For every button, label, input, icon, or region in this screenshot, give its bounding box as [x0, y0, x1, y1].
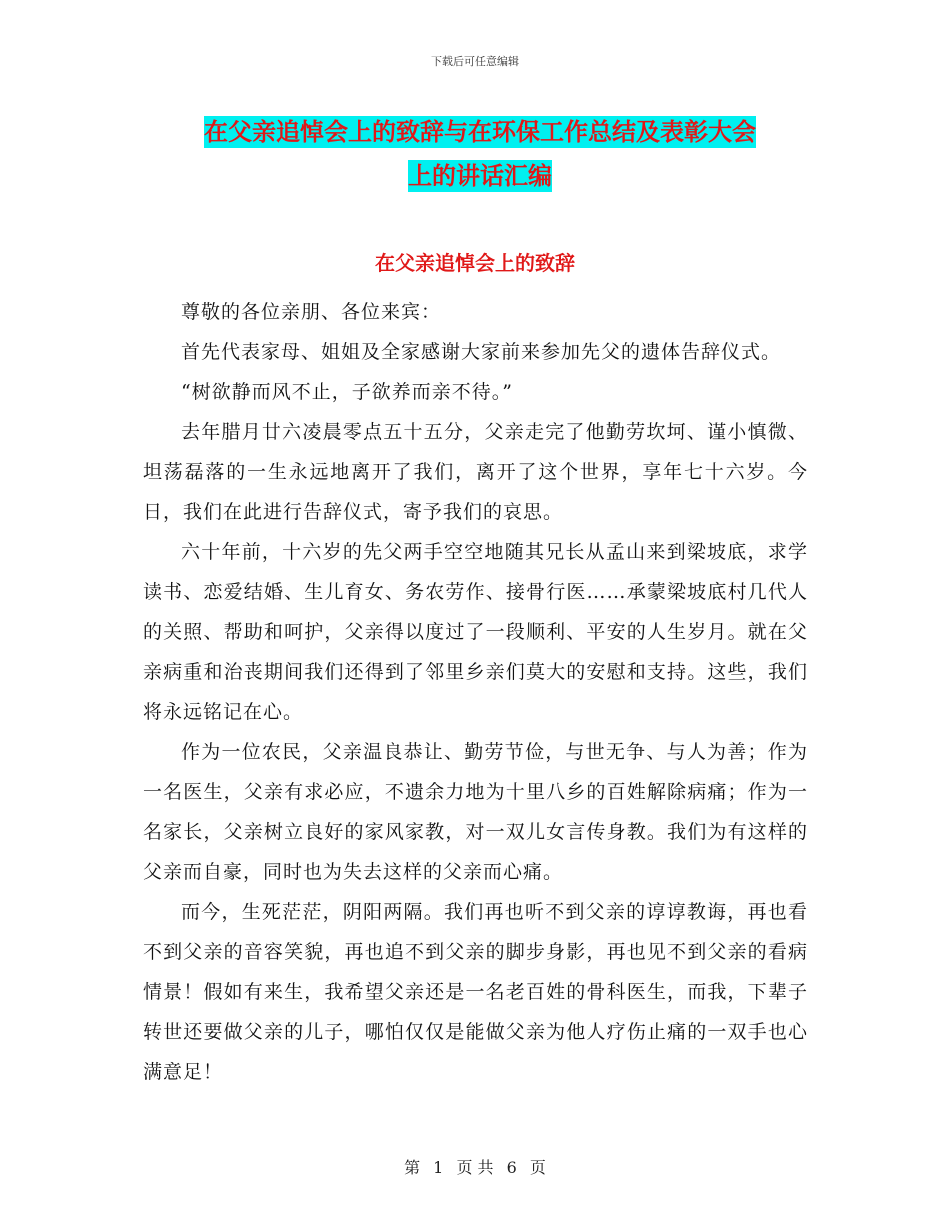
document-title-line-1: 在父亲追悼会上的致辞与在环保工作总结及表彰大会: [204, 118, 756, 146]
paragraph: 而今，生死茫茫，阴阳两隔。我们再也听不到父亲的谆谆教诲，再也看不到父亲的音容笑貌，再也追不到父亲的脚步身影，再也见不到父亲的看病情景！假如有来生，我希望父亲还是一名老百姓的骨科医生，而我，下辈子转世还要做父亲的儿子，哪怕仅仅是能做父亲为他人疗伤止痛的一双手也心满意足！: [143, 901, 808, 1083]
paragraph: 去年腊月廿六凌晨零点五十五分，父亲走完了他勤劳坎坷、谨小慎微、坦荡磊落的一生永远地离开了我们，离开了这个世界，享年七十六岁。今日，我们在此进行告辞仪式，寄予我们的哀思。: [143, 421, 808, 523]
section-title: 在父亲追悼会上的致辞: [375, 251, 575, 275]
footer-label-page: 第: [404, 1158, 421, 1177]
page-footer: [0, 1155, 950, 1178]
footer-label-end: 页: [529, 1158, 546, 1177]
paragraph: 首先代表家母、姐姐及全家感谢大家前来参加先父的遗体告辞仪式。: [181, 341, 782, 363]
total-pages-number: 6: [506, 1158, 517, 1177]
paragraph: 六十年前，十六岁的先父两手空空地随其兄长从孟山来到梁坡底，求学读书、恋爱结婚、生儿育女、务农劳作、接骨行医……承蒙梁坡底村几代人的关照、帮助和呵护，父亲得以度过了一段顺利、平安的人生岁月。就在父亲病重和治丧期间我们还得到了邻里乡亲们莫大的安慰和支持。这些，我们将永远铭记在心。: [143, 541, 808, 723]
paragraph: 尊敬的各位亲朋、各位来宾：: [181, 301, 442, 323]
body-text: [143, 292, 808, 1092]
footer-label-of: 页 共: [456, 1158, 494, 1177]
document-title-line-2: 上的讲话汇编: [408, 162, 552, 190]
document-title: [140, 110, 820, 198]
page-header: 下载后可任意编辑: [431, 55, 519, 68]
paragraph: “树欲静而风不止，子欲养而亲不待。”: [181, 381, 513, 403]
current-page-number: 1: [433, 1158, 444, 1177]
paragraph: 作为一位农民，父亲温良恭让、勤劳节俭，与世无争、与人为善；作为一名医生，父亲有求必应，不遗余力地为十里八乡的百姓解除病痛；作为一名家长，父亲树立良好的家风家教，对一双儿女言传身教。我们为有这样的父亲而自豪，同时也为失去这样的父亲而心痛。: [143, 741, 808, 883]
